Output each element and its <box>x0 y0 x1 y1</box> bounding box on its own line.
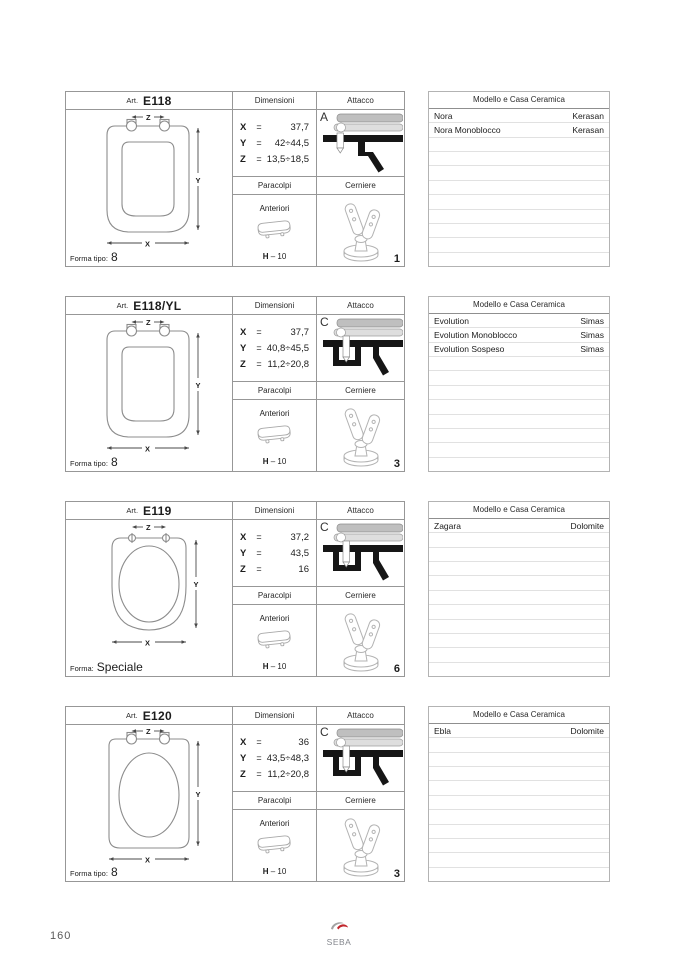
forma-row <box>70 250 118 264</box>
dim-equals: = <box>256 547 262 558</box>
model-row <box>429 109 609 123</box>
svg-text:X: X <box>145 239 151 248</box>
product-block <box>65 296 405 472</box>
dim-key: X <box>240 736 247 748</box>
model-row <box>429 839 609 853</box>
dimensioni-header: Dimensioni <box>233 92 316 110</box>
dim-value: 37,7 <box>290 326 309 338</box>
dim-equals: = <box>256 342 262 353</box>
model-name: Zagara <box>434 520 461 531</box>
drawing-column <box>66 92 232 266</box>
h-dimension <box>233 252 316 261</box>
model-row <box>429 576 609 590</box>
model-row <box>429 443 609 457</box>
attacco-type-c-diagram-icon <box>323 522 403 586</box>
model-row <box>429 123 609 137</box>
model-row <box>429 371 609 385</box>
dim-value: 11,2÷20,8 <box>267 358 309 370</box>
model-row <box>429 415 609 429</box>
model-row <box>429 314 609 328</box>
dim-row <box>240 327 309 338</box>
dim-row <box>240 564 309 575</box>
forma-row <box>70 865 118 879</box>
models-header: Modello e Casa Ceramica <box>429 297 609 314</box>
paracolpi-header: Paracolpi <box>233 586 316 605</box>
dim-equals: = <box>256 768 262 779</box>
dimensions-column <box>232 297 316 471</box>
product-block <box>65 91 405 267</box>
model-row <box>429 663 609 676</box>
dimensioni-header: Dimensioni <box>233 297 316 315</box>
seat-drawing-area <box>66 725 232 868</box>
bumper-icon <box>255 217 295 239</box>
article-number: E120 <box>142 708 172 723</box>
svg-text:Z: Z <box>146 726 151 736</box>
cerniere-header: Cerniere <box>317 176 404 195</box>
dim-equals: = <box>256 153 262 164</box>
paracolpi-header: Paracolpi <box>233 176 316 195</box>
art-label: Art. <box>116 301 129 310</box>
model-row <box>429 429 609 443</box>
model-name: Nora Monoblocco <box>434 125 501 136</box>
dim-key: Y <box>240 752 247 764</box>
dim-row <box>240 343 309 354</box>
model-row <box>429 796 609 810</box>
model-row <box>429 724 609 738</box>
dim-equals: = <box>256 137 262 148</box>
dim-equals: = <box>256 563 262 574</box>
cerniere-header: Cerniere <box>317 381 404 400</box>
model-row <box>429 825 609 839</box>
dim-value: 36 <box>298 736 309 748</box>
dimensioni-header: Dimensioni <box>233 707 316 725</box>
attacco-cell <box>317 725 404 791</box>
model-row <box>429 210 609 224</box>
model-row <box>429 181 609 195</box>
brand-name: SEBA <box>326 937 352 947</box>
attacco-cell <box>317 520 404 586</box>
models-body <box>429 724 609 881</box>
model-brand: Dolomite <box>570 520 604 531</box>
model-name: Nora <box>434 110 453 121</box>
svg-text:Y: Y <box>193 579 199 589</box>
paracolpi-cell <box>233 400 316 471</box>
dim-key: Z <box>240 153 246 165</box>
cerniere-count: 6 <box>393 663 400 675</box>
model-brand: Dolomite <box>570 725 604 736</box>
h-label: H <box>262 457 269 466</box>
seat-technical-drawing-square-icon <box>69 317 229 457</box>
model-row <box>429 753 609 767</box>
attacco-column <box>316 707 404 881</box>
model-row <box>429 238 609 252</box>
attacco-column <box>316 502 404 676</box>
model-row <box>429 519 609 533</box>
paracolpi-cell <box>233 605 316 676</box>
attacco-type-c-diagram-icon <box>323 317 403 381</box>
dim-value: 42÷44,5 <box>274 137 309 149</box>
drawing-column <box>66 502 232 676</box>
article-header <box>66 502 232 520</box>
forma-value: 8 <box>110 455 118 469</box>
paracolpi-header: Paracolpi <box>233 381 316 400</box>
dim-row <box>240 737 309 748</box>
article-number: E119 <box>143 503 172 518</box>
cerniere-count: 3 <box>393 458 400 470</box>
cerniere-count: 3 <box>393 868 400 880</box>
anteriori-label: Anteriori <box>259 204 290 213</box>
art-label: Art. <box>126 711 138 720</box>
attacco-header: Attacco <box>317 707 404 725</box>
hinge-icon <box>326 609 396 673</box>
seat-drawing-area <box>66 315 232 458</box>
model-name: Evolution Monoblocco <box>434 330 518 341</box>
dimensions-column <box>232 502 316 676</box>
attacco-cell <box>317 110 404 176</box>
models-body <box>429 314 609 471</box>
dim-equals: = <box>256 531 262 542</box>
svg-text:Z: Z <box>146 112 151 122</box>
attacco-type-letter: A <box>320 110 329 124</box>
attacco-type-a-diagram-icon <box>323 112 403 176</box>
seat-technical-drawing-square-icon <box>69 112 229 252</box>
models-table <box>428 296 610 472</box>
attacco-column <box>316 92 404 266</box>
h-dimension <box>233 662 316 671</box>
model-row <box>429 767 609 781</box>
bumper-icon <box>255 832 295 854</box>
bumper-icon <box>255 627 295 649</box>
product-block <box>65 706 405 882</box>
attacco-type-letter: C <box>320 315 329 329</box>
dim-key: X <box>240 531 247 543</box>
dimension-list <box>233 315 316 381</box>
model-brand: Simas <box>580 330 604 341</box>
model-row <box>429 224 609 238</box>
model-row <box>429 634 609 648</box>
model-row <box>429 357 609 371</box>
model-row <box>429 458 609 471</box>
model-row <box>429 166 609 180</box>
forma-label: Forma: <box>70 664 94 673</box>
art-label: Art. <box>126 96 139 105</box>
dim-key: Y <box>240 547 247 559</box>
svg-text:X: X <box>145 638 151 647</box>
anteriori-label: Anteriori <box>259 614 290 623</box>
forma-label: Forma tipo: <box>70 254 108 263</box>
model-row <box>429 253 609 266</box>
dim-key: X <box>240 121 247 133</box>
model-brand: Kerasan <box>572 125 604 136</box>
h-dimension <box>233 867 316 876</box>
dim-equals: = <box>256 736 262 747</box>
dimensions-column <box>232 707 316 881</box>
dim-key: X <box>240 326 247 338</box>
anteriori-label: Anteriori <box>259 409 290 418</box>
models-table <box>428 501 610 677</box>
attacco-cell <box>317 315 404 381</box>
model-name: Evolution <box>434 315 469 326</box>
paracolpi-cell <box>233 810 316 881</box>
drawing-column <box>66 297 232 471</box>
model-row <box>429 195 609 209</box>
model-row <box>429 591 609 605</box>
h-label: H <box>262 867 269 876</box>
model-row <box>429 853 609 867</box>
model-row <box>429 620 609 634</box>
model-row <box>429 386 609 400</box>
h-label: H <box>262 662 269 671</box>
dim-equals: = <box>256 358 262 369</box>
seat-technical-drawing-round-icon <box>69 522 229 662</box>
article-header <box>66 297 232 315</box>
dim-row <box>240 532 309 543</box>
model-row <box>429 328 609 342</box>
attacco-header: Attacco <box>317 297 404 315</box>
dim-value: 13,5÷18,5 <box>266 153 309 165</box>
model-row <box>429 738 609 752</box>
anteriori-label: Anteriori <box>259 819 290 828</box>
dim-row <box>240 359 309 370</box>
model-row <box>429 562 609 576</box>
seat-technical-drawing-rect-icon <box>69 727 229 867</box>
dimension-list <box>233 725 316 791</box>
dim-equals: = <box>256 121 262 132</box>
seat-drawing-area <box>66 520 232 663</box>
dim-value: 37,2 <box>290 531 309 543</box>
dim-value: 16 <box>298 563 309 575</box>
article-header <box>66 707 232 725</box>
models-header: Modello e Casa Ceramica <box>429 92 609 109</box>
h-value: – 10 <box>270 867 287 876</box>
dim-row <box>240 154 309 165</box>
dim-equals: = <box>256 326 262 337</box>
attacco-type-c-diagram-icon <box>323 727 403 791</box>
cerniere-count: 1 <box>393 253 400 265</box>
dim-row <box>240 769 309 780</box>
model-row <box>429 810 609 824</box>
dim-row <box>240 753 309 764</box>
dim-value: 43,5÷48,3 <box>266 752 309 764</box>
dim-value: 11,2÷20,8 <box>267 768 309 780</box>
bumper-icon <box>255 422 295 444</box>
dimension-list <box>233 110 316 176</box>
h-label: H <box>262 252 269 261</box>
dim-equals: = <box>256 752 262 763</box>
svg-text:Z: Z <box>146 522 151 532</box>
svg-text:Z: Z <box>146 317 151 327</box>
article-number: E118/YL <box>133 298 182 313</box>
h-value: – 10 <box>270 662 287 671</box>
seat-drawing-area <box>66 110 232 253</box>
hinge-icon <box>326 199 396 263</box>
hinge-icon <box>326 404 396 468</box>
drawing-column <box>66 707 232 881</box>
model-brand: Simas <box>580 344 604 355</box>
dim-key: Y <box>240 137 247 149</box>
article-number: E118 <box>143 93 172 108</box>
seba-swoosh-icon <box>328 920 350 933</box>
cerniere-cell <box>317 810 404 881</box>
models-table <box>428 91 610 267</box>
cerniere-header: Cerniere <box>317 791 404 810</box>
model-row <box>429 343 609 357</box>
svg-text:X: X <box>145 444 151 453</box>
svg-text:Y: Y <box>195 789 201 799</box>
dim-key: Z <box>240 768 246 780</box>
h-dimension <box>233 457 316 466</box>
dim-key: Y <box>240 342 247 354</box>
models-header: Modello e Casa Ceramica <box>429 707 609 724</box>
paracolpi-cell <box>233 195 316 266</box>
cerniere-cell <box>317 605 404 676</box>
dimension-list <box>233 520 316 586</box>
h-value: – 10 <box>270 252 287 261</box>
forma-value: Speciale <box>96 660 143 674</box>
dim-key: Z <box>240 358 246 370</box>
attacco-type-letter: C <box>320 725 329 739</box>
cerniere-header: Cerniere <box>317 586 404 605</box>
forma-value: 8 <box>110 250 118 264</box>
dimensioni-header: Dimensioni <box>233 502 316 520</box>
page-number: 160 <box>50 930 72 942</box>
dim-key: Z <box>240 563 246 575</box>
model-row <box>429 605 609 619</box>
cerniere-cell <box>317 400 404 471</box>
article-header <box>66 92 232 110</box>
svg-text:X: X <box>145 855 151 864</box>
model-row <box>429 548 609 562</box>
attacco-header: Attacco <box>317 502 404 520</box>
models-table <box>428 706 610 882</box>
attacco-column <box>316 297 404 471</box>
dim-value: 37,7 <box>290 121 309 133</box>
model-row <box>429 533 609 547</box>
forma-label: Forma tipo: <box>70 869 108 878</box>
dim-row <box>240 548 309 559</box>
hinge-icon <box>326 814 396 878</box>
model-row <box>429 648 609 662</box>
attacco-type-letter: C <box>320 520 329 534</box>
model-brand: Simas <box>580 315 604 326</box>
h-value: – 10 <box>270 457 287 466</box>
model-name: Ebla <box>434 725 452 736</box>
svg-text:Y: Y <box>195 380 201 390</box>
models-header: Modello e Casa Ceramica <box>429 502 609 519</box>
model-row <box>429 868 609 881</box>
dim-value: 43,5 <box>290 547 309 559</box>
dim-row <box>240 138 309 149</box>
dim-row <box>240 122 309 133</box>
forma-label: Forma tipo: <box>70 459 108 468</box>
forma-row <box>70 660 143 674</box>
model-row <box>429 152 609 166</box>
paracolpi-header: Paracolpi <box>233 791 316 810</box>
models-body <box>429 109 609 266</box>
svg-text:Y: Y <box>195 175 201 185</box>
model-row <box>429 400 609 414</box>
dim-value: 40,8÷45,5 <box>266 342 309 354</box>
model-row <box>429 138 609 152</box>
model-row <box>429 781 609 795</box>
forma-row <box>70 455 118 469</box>
forma-value: 8 <box>110 865 118 879</box>
art-label: Art. <box>126 506 139 515</box>
models-body <box>429 519 609 676</box>
attacco-header: Attacco <box>317 92 404 110</box>
model-name: Evolution Sospeso <box>434 344 505 355</box>
cerniere-cell <box>317 195 404 266</box>
model-brand: Kerasan <box>572 110 604 121</box>
dimensions-column <box>232 92 316 266</box>
product-block <box>65 501 405 677</box>
brand-logo <box>320 920 358 947</box>
